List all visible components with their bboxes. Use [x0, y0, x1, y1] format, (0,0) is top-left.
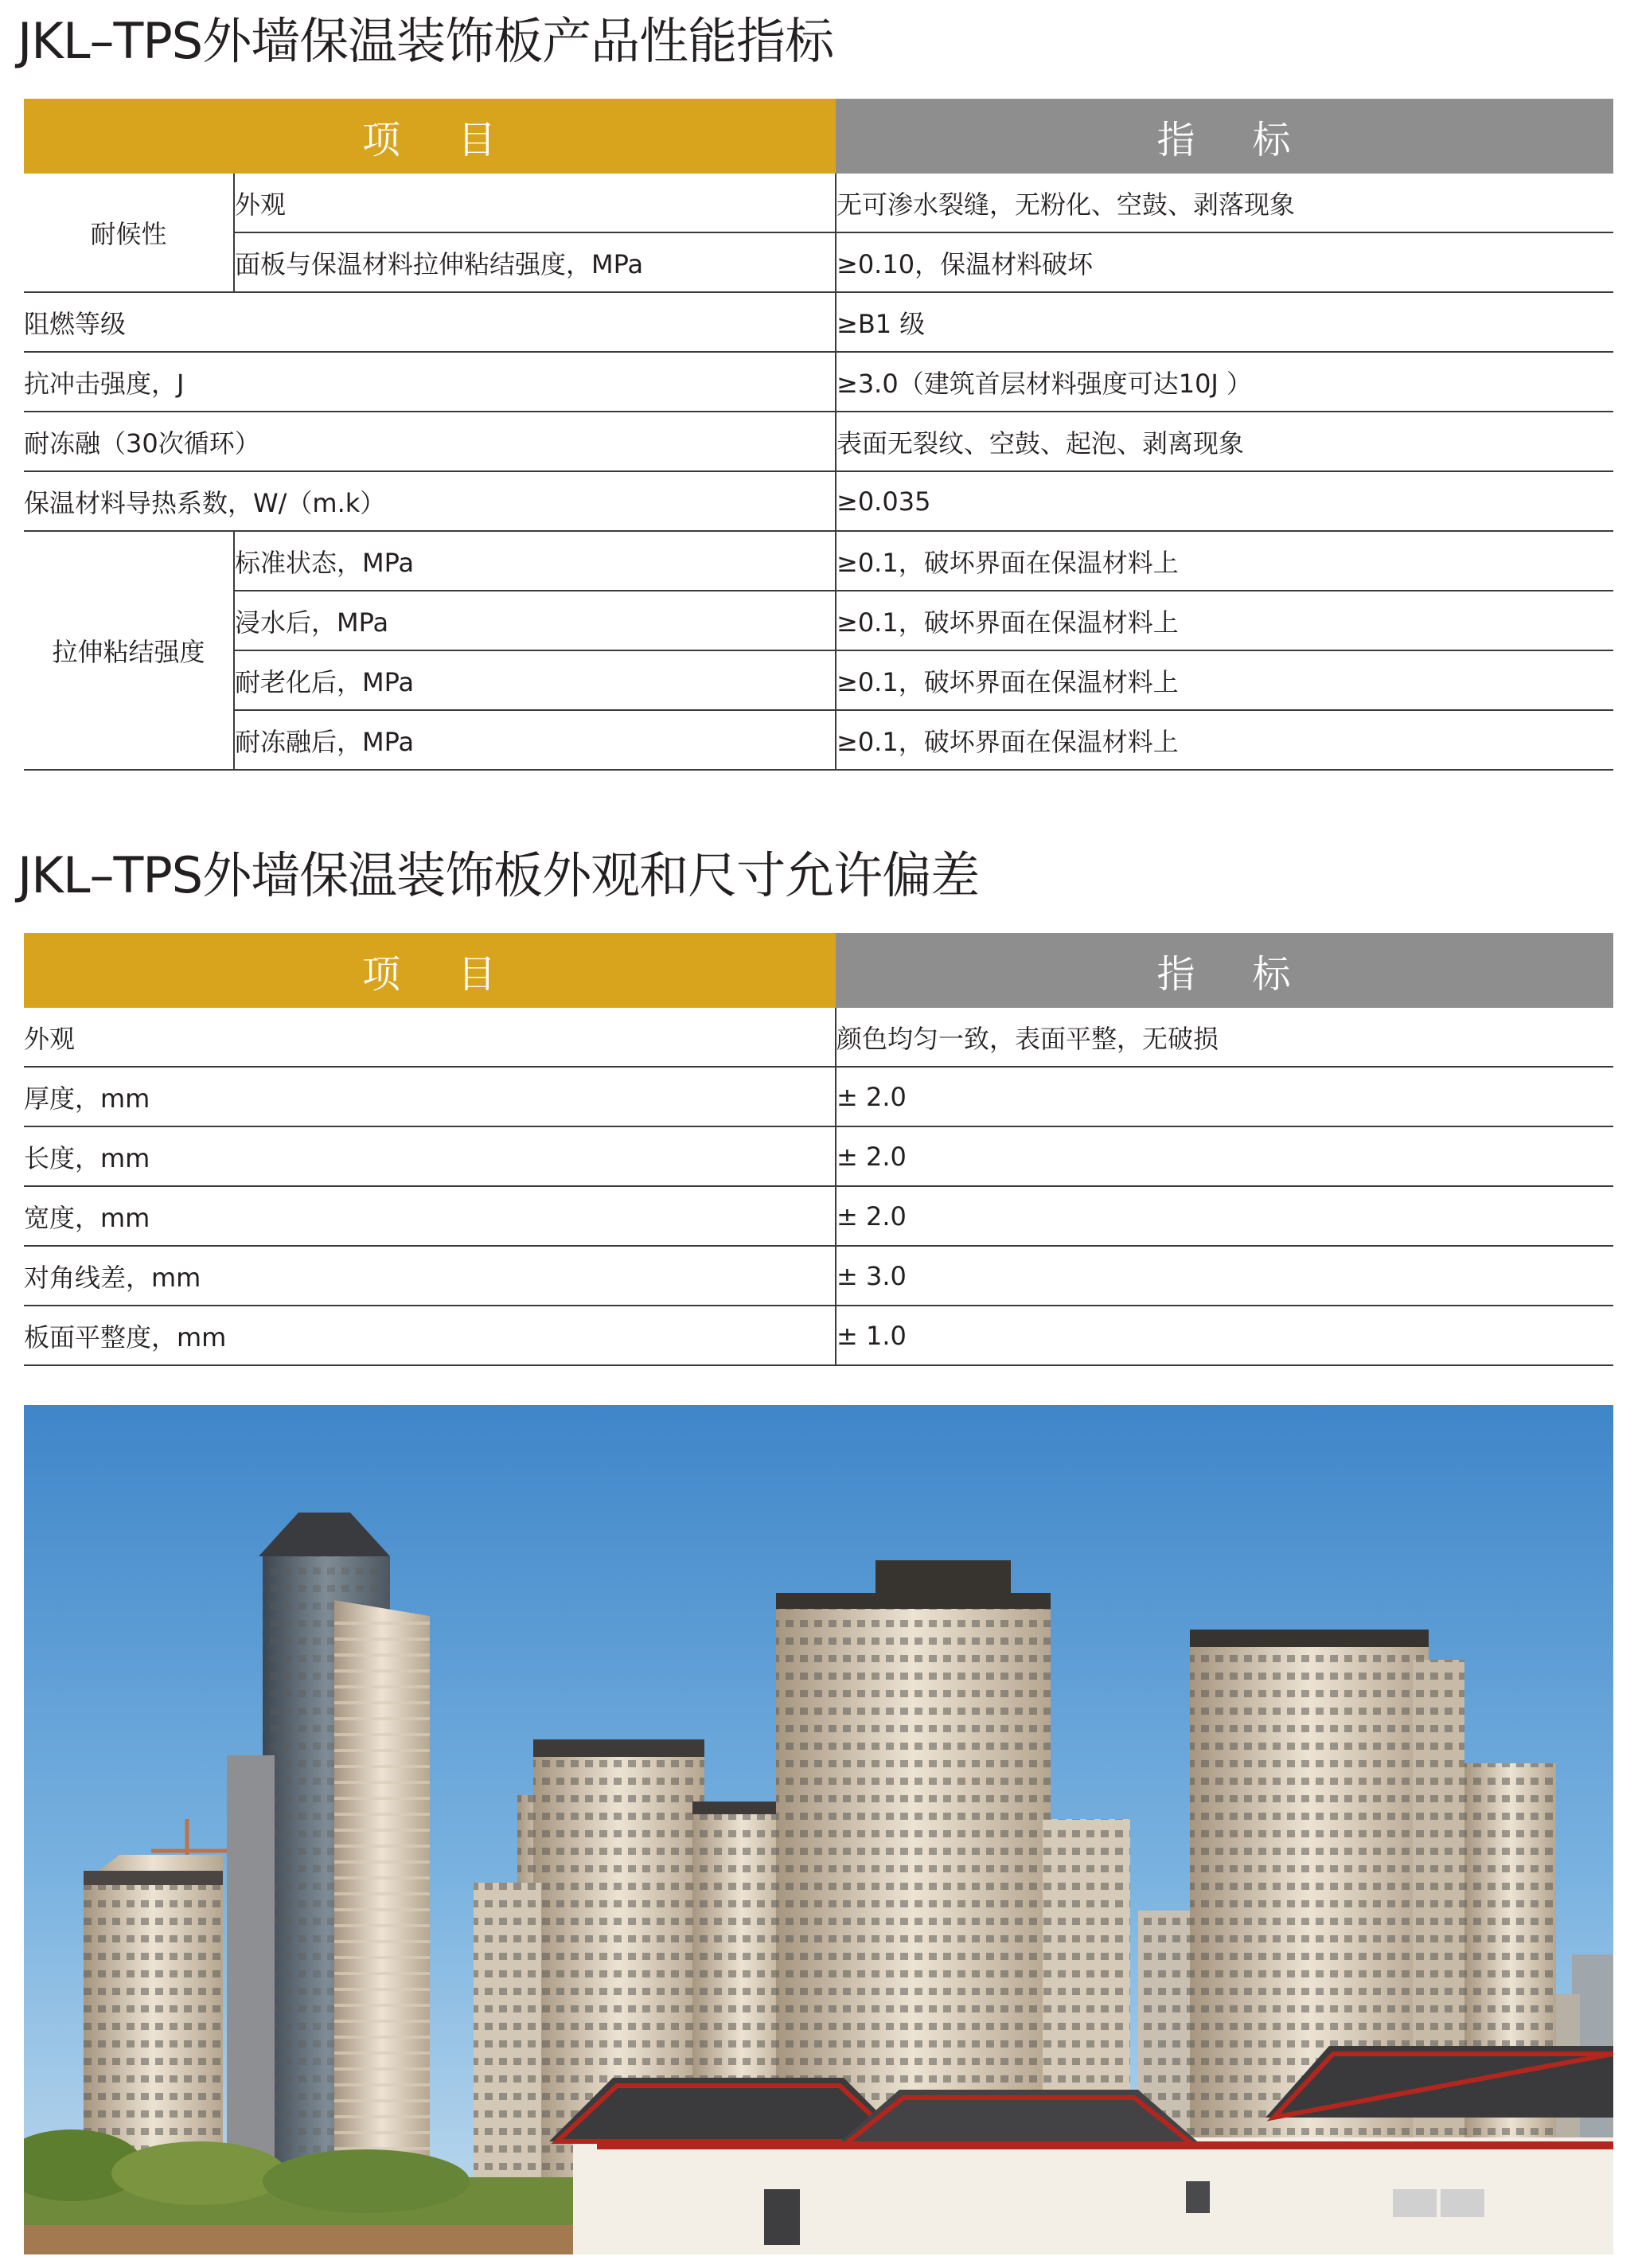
value-cell: ± 2.0: [836, 1067, 1613, 1126]
header-item-char1: 项: [361, 951, 402, 997]
table-row: [24, 1186, 1613, 1246]
group-cell-tensile: 拉伸粘结强度: [24, 531, 234, 770]
item-cell: 浸水后，MPa: [234, 591, 836, 650]
table-row: [24, 412, 1613, 471]
value-cell: 表面无裂纹、空鼓、起泡、剥离现象: [836, 412, 1613, 471]
item-cell: 长度，mm: [24, 1126, 836, 1186]
value-cell: 无可渗水裂缝，无粉化、空鼓、剥落现象: [836, 174, 1613, 232]
section2-title: JKL–TPS外墙保温装饰板外观和尺寸允许偏差: [18, 846, 980, 904]
value-cell: ≥0.1，破坏界面在保温材料上: [836, 650, 1613, 710]
item-cell: 耐冻融后，MPa: [234, 710, 836, 770]
value-cell: ≥0.1，破坏界面在保温材料上: [836, 710, 1613, 770]
value-cell: ≥B1 级: [836, 292, 1613, 352]
item-cell: 外观: [24, 1008, 836, 1067]
table-row: [24, 471, 1613, 531]
header-item-char2: 目: [458, 951, 498, 997]
value-cell: ≥0.1，破坏界面在保温材料上: [836, 591, 1613, 650]
table-row: [24, 591, 1613, 650]
item-cell: 抗冲击强度，J: [24, 352, 836, 412]
performance-table: [24, 99, 1613, 771]
item-cell: 耐冻融（30次循环）: [24, 412, 836, 471]
header-index-char2: 标: [1252, 117, 1293, 162]
item-cell: 耐老化后，MPa: [234, 650, 836, 710]
table-row: [24, 1067, 1613, 1126]
item-cell: 厚度，mm: [24, 1067, 836, 1126]
table-row: [24, 174, 1613, 232]
header-index-cell: [836, 99, 1613, 174]
building-photo-illustration: [24, 1405, 1613, 2254]
group-cell-weather: 耐候性: [24, 174, 234, 292]
header-item-cell: [24, 933, 836, 1008]
header-index-char1: 指: [1156, 951, 1197, 997]
table-row: [24, 650, 1613, 710]
value-cell: 颜色均匀一致，表面平整，无破损: [836, 1008, 1613, 1067]
table-row: [24, 1008, 1613, 1067]
item-cell: 阻燃等级: [24, 292, 836, 352]
table-row: [24, 1306, 1613, 1365]
value-cell: ± 2.0: [836, 1186, 1613, 1246]
table-row: [24, 710, 1613, 770]
tolerance-table: [24, 933, 1613, 1366]
item-cell: 保温材料导热系数，W/（m.k）: [24, 471, 836, 531]
building-photo: [24, 1405, 1613, 2254]
item-cell: 对角线差，mm: [24, 1246, 836, 1306]
item-cell: 宽度，mm: [24, 1186, 836, 1246]
header-item-char2: 目: [458, 117, 498, 162]
table-row: [24, 352, 1613, 412]
item-cell: 板面平整度，mm: [24, 1306, 836, 1365]
item-cell: 外观: [234, 174, 836, 232]
value-cell: ≥0.035: [836, 471, 1613, 531]
table-row: [24, 531, 1613, 591]
value-cell: ≥0.1，破坏界面在保温材料上: [836, 531, 1613, 591]
item-cell: 面板与保温材料拉伸粘结强度，MPa: [234, 232, 836, 292]
value-cell: ± 2.0: [836, 1126, 1613, 1186]
header-index-char2: 标: [1252, 951, 1293, 997]
header-index-cell: [836, 933, 1613, 1008]
header-item-char1: 项: [361, 117, 402, 162]
table-row: [24, 1246, 1613, 1306]
table-row: [24, 292, 1613, 352]
item-cell: 标准状态，MPa: [234, 531, 836, 591]
value-cell: ≥0.10，保温材料破坏: [836, 232, 1613, 292]
header-item-cell: [24, 99, 836, 174]
section1-title: JKL–TPS外墙保温装饰板产品性能指标: [18, 12, 834, 70]
header-index-char1: 指: [1156, 117, 1197, 162]
table-header-row: [24, 933, 1613, 1008]
value-cell: ± 3.0: [836, 1246, 1613, 1306]
table-header-row: [24, 99, 1613, 174]
table-row: [24, 1126, 1613, 1186]
value-cell: ≥3.0（建筑首层材料强度可达10J ）: [836, 352, 1613, 412]
value-cell: ± 1.0: [836, 1306, 1613, 1365]
table-row: [24, 232, 1613, 292]
